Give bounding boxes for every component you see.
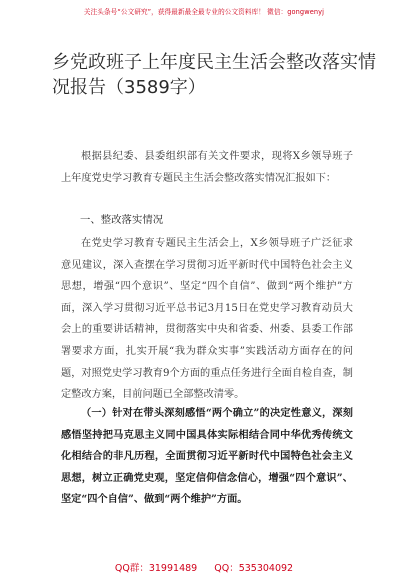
document-title: 乡党政班子上年度民主生活会整改落实情况报告（3589字）	[52, 52, 376, 98]
bold-subsection-paragraph: （一）针对在带头深刻感悟“两个确立”的决定性意义，深刻感悟坚持把马克思主义同中国具体实际相结合同中华优秀传统文化相结合的非凡历程，全面贯彻习近平新时代中国特色社会主义思想，树立正确党史观，坚定信仰信念信心，增强“四个意识”、坚定“四个自信”、做到“两个维护”方面。	[61, 407, 353, 506]
header-banner: 关注头条号“公文研究”，获得最新最全最专业的公文资料库！ 微信：gongwenyj	[83, 8, 325, 16]
footer-contact	[0, 560, 408, 574]
footer-qq: QQ：535304092	[214, 563, 294, 574]
section-heading: 一、整改落实情况	[80, 214, 164, 226]
footer-qq-group: QQ群：31991489	[114, 563, 198, 574]
body-paragraph: 在党史学习教育专题民主生活会上，X乡领导班子广泛征求意见建议，深入查摆在学习贯彻习近平新时代中国特色社会主义思想，增强“四个意识”、坚定“四个自信”、做到“两个维护”方面，深入学习贯彻习近平总书记3月15日在党史学习教育动员大会上的重要讲话精神，贯彻落实中央和省委、州委、县委工作部署要求方面，扎实开展“我为群众实事”实践活动方面存在的问题，对照党史学习教育9个方面的重点任务进行全面自检自查，制定整改方案，目前问题已全部整改清零。	[61, 238, 353, 401]
intro-paragraph: 根据县纪委、县委组织部有关文件要求，现将X乡领导班子上年度党史学习教育专题民主生活会整改落实情况汇报如下：	[61, 151, 353, 184]
